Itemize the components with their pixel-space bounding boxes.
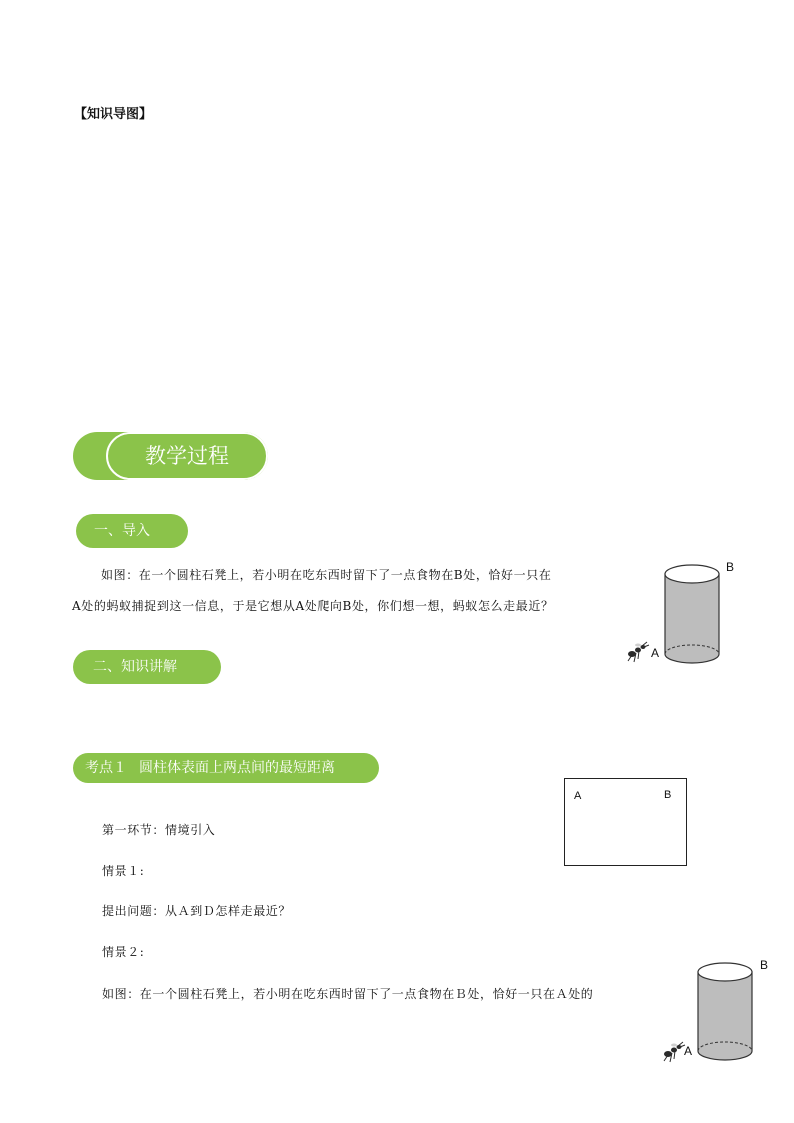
content-line-2: 情景１: (102, 864, 145, 878)
figure-2-label-b: B (760, 958, 769, 972)
kaodian-title: 圆柱体表面上两点间的最短距离 (139, 760, 335, 776)
rectangle-label-b: B (664, 789, 672, 801)
content-line-1: 第一环节：情境引入 (102, 823, 216, 837)
ant-icon-2 (664, 1042, 685, 1062)
intro-paragraph-line-2: A处的蚂蚁捕捉到这一信息，于是它想从A处爬向B处，你们想一想，蚂蚁怎么走最近？ (72, 599, 554, 613)
banner-title: 教学过程 (145, 444, 229, 468)
kaodian-label: 考点１ (85, 760, 127, 776)
cylinder-figure-1 (620, 556, 740, 671)
rectangle-label-a: A (574, 790, 582, 802)
cylinder-2-body (698, 972, 752, 1060)
content-line-4: 情景２: (102, 945, 145, 959)
cylinder-figure-2 (656, 956, 776, 1068)
figure-1-label-a: A (651, 646, 660, 660)
cylinder-body (665, 574, 719, 663)
section-1-heading: 一、导入 (76, 514, 188, 548)
figure-2-label-a: A (684, 1044, 693, 1058)
cylinder-top (665, 565, 719, 583)
section-2-heading: 二、知识讲解 (73, 650, 221, 684)
content-line-5: 如图：在一个圆柱石凳上，若小明在吃东西时留下了一点食物在Ｂ处，恰好一只在Ａ处的 (102, 987, 594, 1001)
knowledge-map-heading: 【知识导图】 (74, 107, 153, 122)
figure-1-label-b: B (726, 560, 735, 574)
kaodian-heading (73, 753, 379, 783)
content-line-3: 提出问题：从Ａ到Ｄ怎样走最近？ (102, 904, 292, 918)
ant-icon (628, 642, 649, 662)
cylinder-2-top (698, 963, 752, 981)
intro-paragraph-line-1: 如图：在一个圆柱石凳上，若小明在吃东西时留下了一点食物在B处，恰好一只在 (101, 568, 552, 582)
